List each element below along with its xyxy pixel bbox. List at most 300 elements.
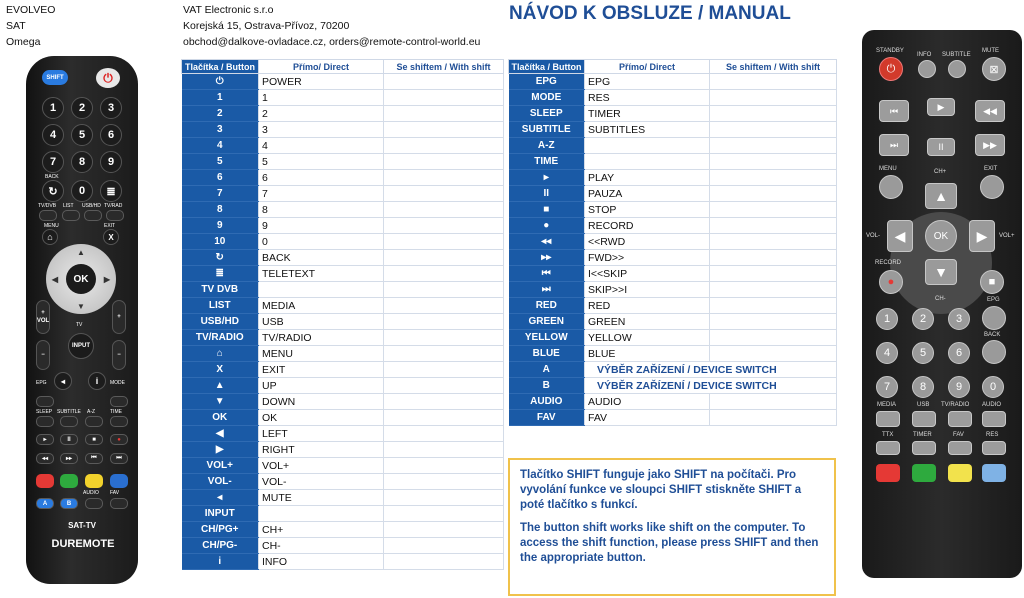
model-label: SAT-TV (68, 520, 96, 530)
direct-function-cell: I<<SKIP (585, 266, 710, 282)
down-arrow-icon: ▼ (934, 264, 948, 280)
device-switch-cell: VÝBĚR ZAŘÍZENÍ / DEVICE SWITCH (585, 362, 837, 378)
ch-plus-icon: + (117, 314, 121, 320)
timer-button[interactable] (912, 441, 936, 455)
skip-back-button[interactable] (85, 453, 103, 464)
shift-function-cell (384, 426, 504, 442)
table-row (182, 218, 504, 234)
time-label: TIME (110, 409, 122, 415)
table-row (509, 282, 837, 298)
shift-function-cell (710, 122, 837, 138)
fwd-button[interactable] (60, 453, 78, 464)
yellow-button[interactable] (948, 464, 972, 482)
table-row (509, 362, 837, 378)
digit-3-button[interactable]: 3 (948, 308, 970, 330)
mute-button[interactable] (982, 57, 1006, 81)
shift-function-cell (384, 282, 504, 298)
direct-function-cell: STOP (585, 202, 710, 218)
table-row (509, 202, 837, 218)
button-key-cell: ▸ (509, 170, 585, 186)
col-header-direct: Přímo/ Direct (259, 60, 384, 74)
up-button[interactable] (925, 183, 957, 209)
standby-button[interactable] (879, 57, 903, 81)
shift-function-cell (710, 266, 837, 282)
epg-button[interactable] (36, 396, 54, 407)
info-label: INFO (917, 52, 932, 58)
vol-plus-label: VOL+ (999, 233, 1015, 239)
mapping-table-right (508, 59, 837, 426)
ok-button[interactable]: OK (925, 220, 957, 252)
button-key-cell: ≣ (182, 266, 259, 282)
button-key-cell: ◂ (182, 490, 259, 506)
ch-plus-label: CH+ (934, 169, 947, 175)
button-key-cell: VOL- (182, 474, 259, 490)
company-emails: obchod@dalkove-ovladace.cz, orders@remote-control-world.eu (183, 36, 481, 48)
direct-function-cell: MEDIA (259, 298, 384, 314)
audio-button[interactable] (982, 411, 1006, 427)
shift-function-cell (710, 90, 837, 106)
rwd-button[interactable] (36, 453, 54, 464)
usb-button[interactable] (912, 411, 936, 427)
shift-function-cell (384, 90, 504, 106)
info-button[interactable] (918, 60, 936, 78)
red-button[interactable] (876, 464, 900, 482)
button-key-cell: 3 (182, 122, 259, 138)
direct-function-cell: VOL- (259, 474, 384, 490)
table-row (182, 154, 504, 170)
direct-function-cell: MUTE (259, 490, 384, 506)
down-button[interactable] (75, 300, 87, 312)
table-row (182, 490, 504, 506)
button-key-cell: 10 (182, 234, 259, 250)
button-key-cell: 1 (182, 90, 259, 106)
digit-7-button[interactable]: 7 (876, 376, 898, 398)
stop-button[interactable] (85, 434, 103, 445)
button-key-cell: OK (182, 410, 259, 426)
shift-button[interactable]: SHIFT (42, 70, 68, 85)
shift-function-cell (384, 346, 504, 362)
button-key-cell: 7 (182, 186, 259, 202)
exit-button[interactable] (103, 229, 119, 245)
header-line-model: Omega (6, 36, 41, 48)
digit-7-button[interactable]: 7 (42, 151, 64, 173)
media-label: MEDIA (877, 402, 897, 408)
time-button[interactable] (110, 416, 128, 427)
epg-label: EPG (36, 380, 47, 386)
up-button[interactable] (75, 246, 87, 258)
button-key-cell: 2 (182, 106, 259, 122)
direct-function-cell (259, 282, 384, 298)
direct-function-cell: BLUE (585, 346, 710, 362)
digit-1-button[interactable]: 1 (42, 97, 64, 119)
digit-4-button[interactable]: 4 (876, 342, 898, 364)
tvradio-button[interactable] (948, 411, 972, 427)
shift-function-cell (384, 186, 504, 202)
play-icon: ▶ (937, 101, 945, 112)
tvdvb-label: TV/DVB (38, 203, 57, 209)
subtitle-label: SUBTITLE (942, 52, 971, 58)
right-button[interactable] (969, 220, 995, 252)
table-row (182, 506, 504, 522)
table-row (182, 410, 504, 426)
button-key-cell: FAV (509, 410, 585, 426)
menu-button[interactable] (42, 229, 58, 245)
table-row (182, 378, 504, 394)
back-icon: ↻ (48, 185, 58, 198)
direct-function-cell: PLAY (585, 170, 710, 186)
button-key-cell: LIST (182, 298, 259, 314)
back-button[interactable] (982, 340, 1006, 364)
subtitle-button[interactable] (60, 416, 78, 427)
table-row (182, 234, 504, 250)
direct-function-cell: 8 (259, 202, 384, 218)
table-row (509, 90, 837, 106)
left-button[interactable] (887, 220, 913, 252)
res-button[interactable] (982, 441, 1006, 455)
digit-6-button[interactable]: 6 (100, 124, 122, 146)
digit-9-button[interactable]: 9 (100, 151, 122, 173)
button-key-cell: ◂◂ (509, 234, 585, 250)
shift-function-cell (384, 234, 504, 250)
audio-label: AUDIO (83, 490, 99, 496)
sleep-button[interactable] (36, 416, 54, 427)
shift-function-cell (384, 474, 504, 490)
right-arrow-icon: ▶ (976, 227, 988, 244)
shift-function-cell (710, 234, 837, 250)
direct-function-cell: RIGHT (259, 442, 384, 458)
direct-function-cell (585, 154, 710, 170)
button-key-cell: EPG (509, 74, 585, 90)
shift-function-cell (384, 106, 504, 122)
mute-icon: ◂ (60, 376, 65, 386)
green-button[interactable] (912, 464, 936, 482)
ch-minus-icon: − (117, 352, 121, 358)
vol-rocker[interactable] (36, 300, 50, 334)
button-key-cell: BLUE (509, 346, 585, 362)
shift-function-cell (710, 74, 837, 90)
button-key-cell: TV DVB (182, 282, 259, 298)
left-arrow-icon: ◀ (51, 274, 59, 284)
vol-plus-icon: + (41, 310, 45, 316)
stop-icon: ■ (988, 276, 996, 288)
shift-function-cell (710, 346, 837, 362)
table-row (509, 314, 837, 330)
tvdvb-button[interactable] (39, 210, 57, 221)
record-icon: ● (887, 276, 895, 288)
direct-function-cell: VOL+ (259, 458, 384, 474)
record-label: RECORD (875, 260, 902, 266)
play-icon: ▸ (43, 437, 47, 443)
power-icon: ⏻ (103, 70, 113, 85)
mute-button[interactable] (54, 372, 72, 390)
tvrad-label: TV/RAD (104, 203, 123, 209)
button-key-cell: TV/RADIO (182, 330, 259, 346)
table-row (182, 122, 504, 138)
direct-function-cell: 1 (259, 90, 384, 106)
ok-button[interactable]: OK (66, 264, 96, 294)
skip-back-button[interactable] (879, 100, 909, 122)
page-title: NÁVOD K OBSLUZE / MANUAL (509, 3, 791, 24)
digit-2-button[interactable]: 2 (912, 308, 934, 330)
right-button[interactable] (101, 273, 113, 285)
shift-function-cell (384, 74, 504, 90)
stop-icon: ■ (92, 436, 96, 443)
info-button[interactable] (88, 372, 106, 390)
digit-0-button[interactable]: 0 (71, 180, 93, 202)
direct-function-cell: GREEN (585, 314, 710, 330)
direct-function-cell: BACK (259, 250, 384, 266)
table-row (509, 154, 837, 170)
direct-function-cell: LEFT (259, 426, 384, 442)
tvradio-button[interactable] (106, 210, 124, 221)
mute-label: MUTE (982, 48, 999, 54)
back-label: BACK (984, 332, 1001, 338)
table-row (509, 378, 837, 394)
table-row (509, 138, 837, 154)
digit-5-button[interactable]: 5 (71, 124, 93, 146)
down-button[interactable] (925, 259, 957, 285)
col-header-shift: Se shiftem / With shift (384, 60, 504, 74)
table-row (182, 298, 504, 314)
usb-label: USB (917, 402, 930, 408)
play-button[interactable] (36, 434, 54, 445)
button-key-cell: A (509, 362, 585, 378)
usbhd-button[interactable] (84, 210, 102, 221)
button-key-cell: X (182, 362, 259, 378)
res-label: RES (986, 432, 999, 438)
record-button[interactable] (110, 434, 128, 445)
blue-button[interactable] (110, 474, 128, 488)
play-button[interactable] (927, 98, 955, 116)
brand-logo: DUREMOTE (51, 538, 115, 550)
b-button[interactable]: B (60, 498, 78, 509)
mode-label: MODE (110, 380, 125, 386)
direct-function-cell: TIMER (585, 106, 710, 122)
duremote-remote (26, 56, 138, 584)
shift-note-english: The button shift works like shift on the computer. To access the shift function, please press SHIFT and then the appropriate button. (520, 522, 819, 564)
forward-button[interactable] (975, 134, 1005, 156)
a-button[interactable]: A (36, 498, 54, 509)
device-switch-cell: VÝBĚR ZAŘÍZENÍ / DEVICE SWITCH (585, 378, 837, 394)
direct-function-cell: TELETEXT (259, 266, 384, 282)
button-key-cell: ⏮ (509, 266, 585, 282)
direct-function-cell: UP (259, 378, 384, 394)
button-key-cell: II (509, 186, 585, 202)
digit-8-button[interactable]: 8 (912, 376, 934, 398)
vol-minus-button[interactable] (36, 340, 50, 370)
table-row (509, 330, 837, 346)
shift-function-cell (384, 266, 504, 282)
table-row (182, 362, 504, 378)
skip-forward-button[interactable] (110, 453, 128, 464)
shift-function-cell (384, 314, 504, 330)
button-key-cell: B (509, 378, 585, 394)
shift-function-cell (710, 186, 837, 202)
skip-forward-icon: ⏭ (116, 455, 122, 461)
input-button[interactable]: INPUT (68, 333, 94, 359)
green-button[interactable] (60, 474, 78, 488)
skip-forward-icon: ⏭ (889, 139, 899, 150)
tv-label: TV (76, 322, 83, 328)
shift-note-czech: Tlačítko SHIFT funguje jako SHIFT na počítači. Pro vyvolání funkce ve sloupci SHIFT stiskněte SHIFT a poté tlačítko s funkcí. (520, 469, 802, 511)
table-row (182, 170, 504, 186)
digit-4-button[interactable]: 4 (42, 124, 64, 146)
direct-function-cell: 9 (259, 218, 384, 234)
direct-function-cell: 6 (259, 170, 384, 186)
home-icon: ⌂ (47, 232, 53, 242)
menu-button[interactable] (879, 175, 903, 199)
shift-function-cell (384, 410, 504, 426)
mode-button[interactable] (110, 396, 128, 407)
power-icon: ⏻ (886, 62, 896, 75)
shift-function-cell (710, 202, 837, 218)
digit-9-button[interactable]: 9 (948, 376, 970, 398)
blue-button[interactable] (982, 464, 1006, 482)
direct-function-cell (585, 138, 710, 154)
button-key-cell: ↻ (182, 250, 259, 266)
close-icon: X (108, 232, 114, 242)
shift-function-cell (384, 250, 504, 266)
pause-icon: II (938, 142, 944, 152)
vol-minus-icon: − (41, 352, 45, 358)
shift-function-cell (384, 442, 504, 458)
stop-button[interactable] (980, 270, 1004, 294)
mapping-table-left (181, 59, 504, 570)
direct-function-cell: FWD>> (585, 250, 710, 266)
shift-function-cell (384, 154, 504, 170)
table-row (509, 106, 837, 122)
power-button[interactable] (96, 68, 120, 88)
digit-6-button[interactable]: 6 (948, 342, 970, 364)
direct-function-cell: SKIP>>I (585, 282, 710, 298)
ttx-label: TTX (882, 432, 894, 438)
exit-button[interactable] (980, 175, 1004, 199)
table-row (509, 266, 837, 282)
pause-button[interactable] (927, 138, 955, 156)
direct-function-cell: CH- (259, 538, 384, 554)
button-key-cell: USB/HD (182, 314, 259, 330)
digit-1-button[interactable]: 1 (876, 308, 898, 330)
teletext-button[interactable] (100, 180, 122, 202)
direct-function-cell: POWER (259, 74, 384, 90)
digit-8-button[interactable]: 8 (71, 151, 93, 173)
shift-function-cell (710, 330, 837, 346)
button-key-cell: INPUT (182, 506, 259, 522)
down-arrow-icon: ▼ (77, 301, 85, 311)
table-row (182, 394, 504, 410)
table-row (509, 186, 837, 202)
pause-button[interactable] (60, 434, 78, 445)
record-button[interactable] (879, 270, 903, 294)
shift-function-cell (710, 282, 837, 298)
left-arrow-icon: ◀ (894, 227, 906, 244)
az-button[interactable] (85, 416, 103, 427)
left-button[interactable] (49, 273, 61, 285)
left-header (6, 2, 55, 50)
shift-function-cell (384, 554, 504, 570)
table-row (182, 138, 504, 154)
yellow-button[interactable] (85, 474, 103, 488)
fav-button[interactable] (110, 498, 128, 509)
table-row (182, 522, 504, 538)
shift-function-cell (384, 218, 504, 234)
header-line-brand: EVOLVEO (6, 4, 56, 16)
table-row (182, 90, 504, 106)
table-row (182, 314, 504, 330)
list-label: LIST (63, 203, 74, 209)
digit-5-button[interactable]: 5 (912, 342, 934, 364)
digit-3-button[interactable]: 3 (100, 97, 122, 119)
digit-0-button[interactable]: 0 (982, 376, 1004, 398)
col-header-button: Tlačítka / Button (509, 60, 585, 74)
exit-label: EXIT (984, 166, 998, 172)
button-key-cell: TIME (509, 154, 585, 170)
media-button[interactable] (876, 411, 900, 427)
direct-function-cell: USB (259, 314, 384, 330)
subtitle-label: SUBTITLE (57, 409, 81, 415)
shift-function-cell (384, 490, 504, 506)
red-button[interactable] (36, 474, 54, 488)
ch-minus-button[interactable] (112, 340, 126, 370)
shift-function-cell (384, 522, 504, 538)
table-row (509, 170, 837, 186)
fav-button[interactable] (948, 441, 972, 455)
button-key-cell: 6 (182, 170, 259, 186)
epg-button[interactable] (982, 306, 1006, 330)
fav-label: FAV (953, 432, 964, 438)
menu-label: MENU (44, 223, 59, 229)
up-arrow-icon: ▲ (934, 188, 948, 204)
button-key-cell: ⏭ (509, 282, 585, 298)
button-key-cell: ⏻ (182, 74, 259, 90)
table-row (182, 346, 504, 362)
shift-function-cell (710, 250, 837, 266)
ch-rocker[interactable] (112, 300, 126, 334)
button-key-cell: ▶ (182, 442, 259, 458)
subtitle-button[interactable] (948, 60, 966, 78)
direct-function-cell: YELLOW (585, 330, 710, 346)
timer-label: TIMER (913, 432, 932, 438)
shift-function-cell (384, 170, 504, 186)
direct-function-cell: 0 (259, 234, 384, 250)
button-key-cell: AUDIO (509, 394, 585, 410)
shift-function-cell (710, 394, 837, 410)
table-row (182, 426, 504, 442)
shift-function-cell (710, 154, 837, 170)
table-row (182, 250, 504, 266)
shift-note (508, 458, 836, 596)
shift-function-cell (710, 170, 837, 186)
ttx-button[interactable] (876, 441, 900, 455)
teletext-icon: ≣ (106, 185, 116, 198)
skip-forward-button[interactable] (879, 134, 909, 156)
audio-button[interactable] (85, 498, 103, 509)
shift-function-cell (384, 138, 504, 154)
table-row (182, 474, 504, 490)
direct-function-cell: EPG (585, 74, 710, 90)
forward-icon: ▶▶ (983, 139, 997, 150)
back-button[interactable] (42, 180, 64, 202)
direct-function-cell (259, 506, 384, 522)
col-header-direct: Přímo/ Direct (585, 60, 710, 74)
company-address: Korejská 15, Ostrava-Přívoz, 70200 (183, 20, 350, 32)
rewind-button[interactable] (975, 100, 1005, 122)
list-button[interactable] (62, 210, 80, 221)
vol-minus-label: VOL- (866, 233, 881, 239)
digit-2-button[interactable]: 2 (71, 97, 93, 119)
button-key-cell: ⌂ (182, 346, 259, 362)
button-key-cell: i (182, 554, 259, 570)
